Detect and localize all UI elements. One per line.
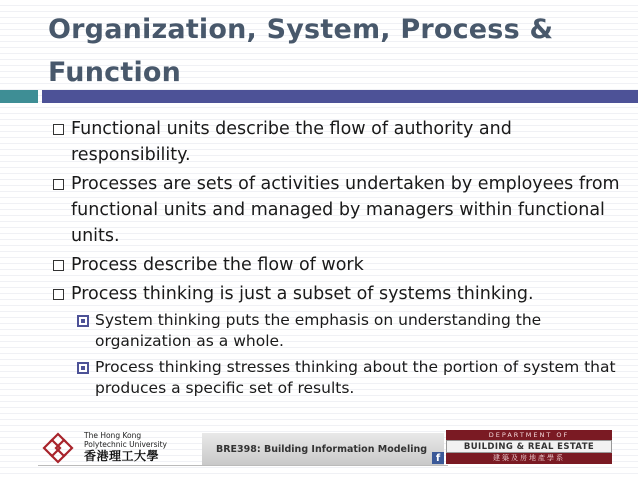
dept-top-label: DEPARTMENT OF <box>446 430 612 440</box>
department-logo <box>446 430 612 466</box>
title-rule-teal <box>0 90 38 103</box>
sub-bullet-item <box>77 310 633 352</box>
title-rule-blue <box>42 90 638 103</box>
university-name-chinese: 香港理工大學 <box>84 449 160 463</box>
bullet-text: Functional units describe the flow of authority and responsibility. <box>71 119 512 165</box>
university-name: The Hong Kong Polytechnic University <box>84 431 167 449</box>
bullet-text: Process describe the flow of work <box>71 255 364 275</box>
footer-divider <box>38 465 448 466</box>
checkbox-bullet-icon <box>53 289 64 300</box>
checkbox-bullet-icon <box>53 260 64 271</box>
dept-name-chinese: 建築及房地產學系 <box>446 453 612 464</box>
course-title: BRE398: Building Information Modeling <box>216 444 428 455</box>
bullet-item <box>48 116 633 168</box>
sub-bullet-text: System thinking puts the emphasis on understanding the organization as a whole. <box>95 311 542 350</box>
bullet-text: Processes are sets of activities undertaken by employees from functional units and managed by managers within functional units. <box>71 174 620 246</box>
sub-bullet-text: Process thinking stresses thinking about the portion of system that produces a specific set of results. <box>95 358 616 397</box>
sub-bullet-item <box>77 357 633 399</box>
filled-square-bullet-icon <box>77 362 89 374</box>
bullet-text: Process thinking is just a subset of systems thinking. <box>71 284 534 304</box>
bullet-item <box>48 252 633 278</box>
slide-title: Organization, System, Process & Function <box>48 14 554 88</box>
dept-name: BUILDING & REAL ESTATE <box>446 440 612 453</box>
checkbox-bullet-icon <box>53 124 64 135</box>
slide-content <box>48 116 633 404</box>
bullet-item <box>48 171 633 249</box>
checkbox-bullet-icon <box>53 179 64 190</box>
bullet-item <box>48 281 633 307</box>
facebook-icon[interactable]: f <box>432 452 444 464</box>
filled-square-bullet-icon <box>77 315 89 327</box>
